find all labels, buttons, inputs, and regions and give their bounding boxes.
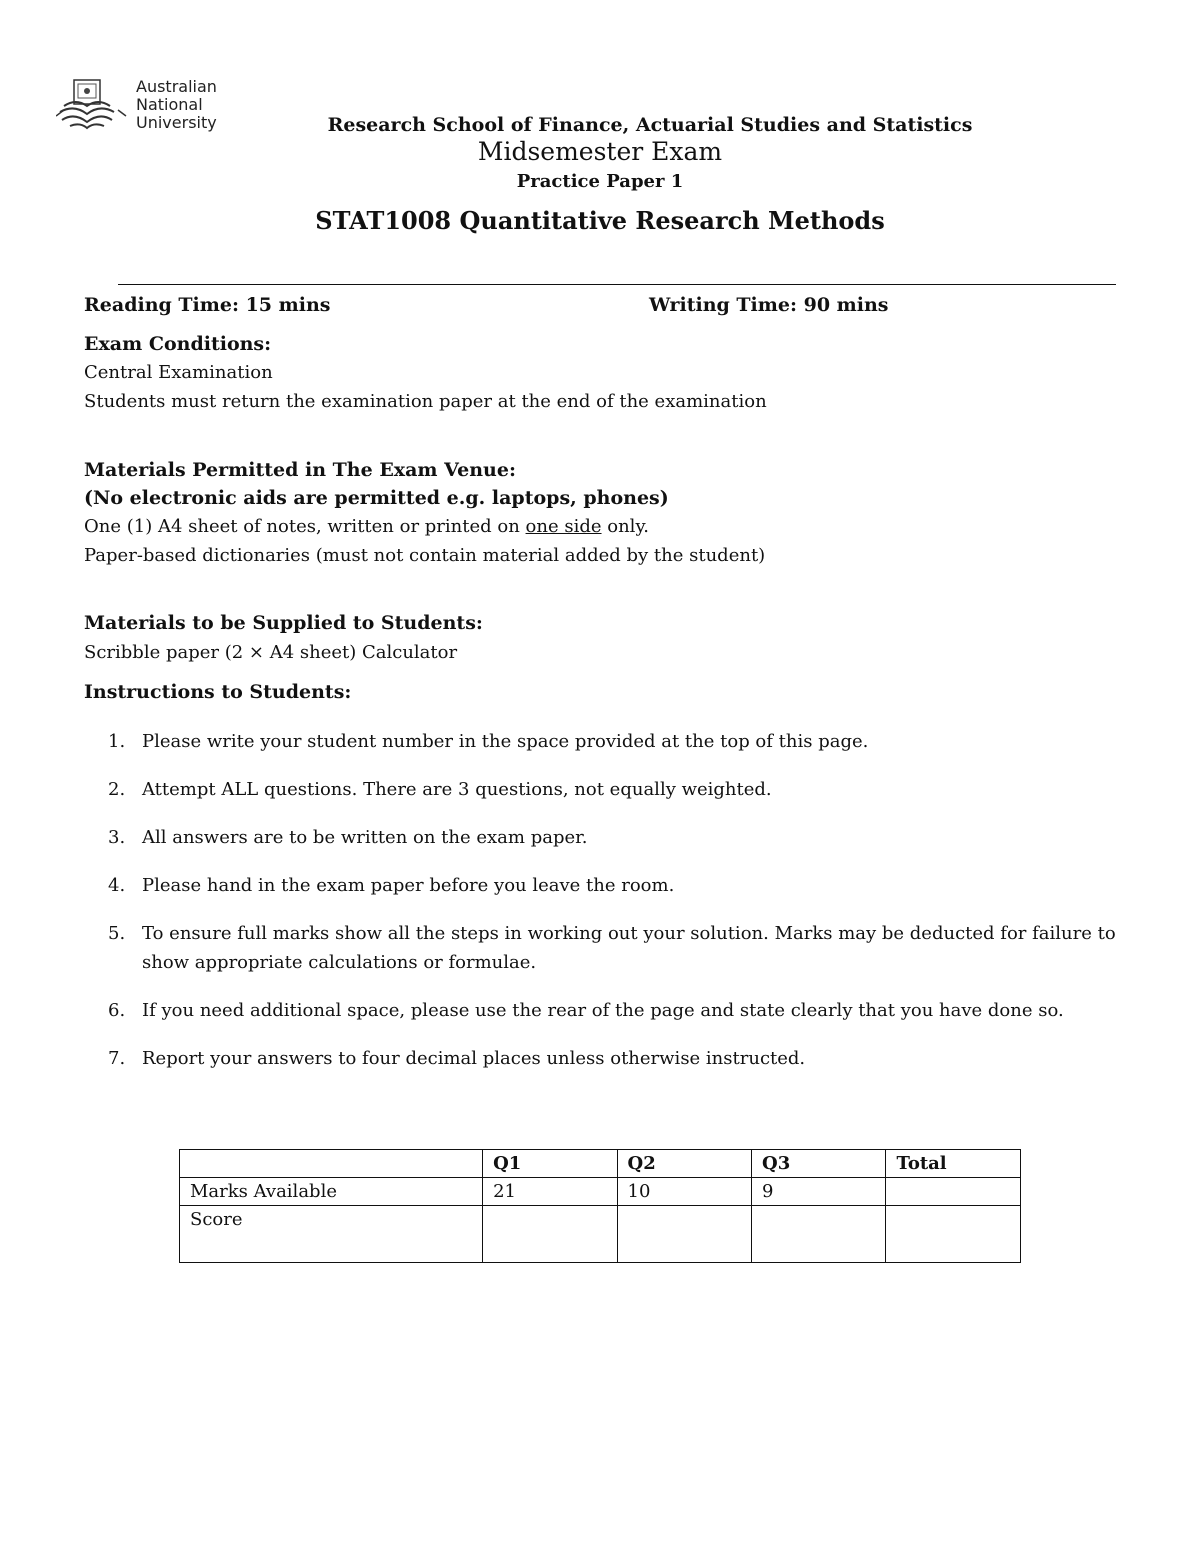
marks-table [179, 1149, 1021, 1263]
exam-conditions-heading: Exam Conditions: [84, 333, 272, 355]
exam-conditions-line: Central Examination [84, 362, 273, 383]
list-item: 4. Please hand in the exam paper before you leave the room. [108, 875, 675, 896]
list-item: 3. All answers are to be written on the exam paper. [108, 827, 588, 848]
materials-supplied-heading: Materials to be Supplied to Students: [84, 612, 483, 634]
materials-permitted-line: One (1) A4 sheet of notes, written or printed on one side only. [84, 516, 649, 537]
list-item: 2. Attempt ALL questions. There are 3 questions, not equally weighted. [108, 779, 772, 800]
course-title: STAT1008 Quantitative Research Methods [315, 206, 885, 235]
header-divider [118, 284, 1116, 285]
list-item: 5. To ensure full marks show all the steps in working out your solution. Marks may be deducted for failure to show appropriate calculations or formulae. [108, 923, 1116, 973]
table-header-cell: Q1 [483, 1150, 617, 1178]
materials-supplied-line: Scribble paper (2 × A4 sheet) Calculator [84, 642, 458, 663]
instructions-heading: Instructions to Students: [84, 681, 352, 703]
table-header-row [180, 1150, 1021, 1178]
paper-label: Practice Paper 1 [516, 171, 684, 192]
table-cell [617, 1206, 751, 1263]
underlined-text: one side [525, 516, 602, 537]
list-item: 6. If you need additional space, please use the rear of the page and state clearly that you have done so. [108, 1000, 1064, 1021]
logo-line: Australian [136, 77, 217, 96]
logo-line: National [136, 95, 203, 114]
table-cell: 21 [483, 1178, 617, 1206]
instructions-list [84, 727, 1124, 1092]
list-item: 7. Report your answers to four decimal places unless otherwise instructed. [108, 1048, 806, 1069]
table-header-cell: Q2 [617, 1150, 751, 1178]
table-cell: Score [180, 1206, 483, 1263]
table-cell [752, 1206, 886, 1263]
materials-permitted-subheading: (No electronic aids are permitted e.g. laptops, phones) [84, 487, 669, 509]
reading-time: Reading Time: 15 mins [84, 294, 331, 316]
table-cell [886, 1178, 1021, 1206]
table-row [180, 1206, 1021, 1263]
logo-line: University [136, 113, 217, 132]
materials-permitted-line: Paper-based dictionaries (must not contain material added by the student) [84, 545, 766, 566]
table-header-cell: Q3 [752, 1150, 886, 1178]
table-header-cell: Total [886, 1150, 1021, 1178]
writing-time: Writing Time: 90 mins [649, 294, 889, 316]
materials-permitted-heading: Materials Permitted in The Exam Venue: [84, 459, 516, 481]
table-row [180, 1178, 1021, 1206]
table-cell [483, 1206, 617, 1263]
table-cell: 10 [617, 1178, 751, 1206]
exam-conditions-line: Students must return the examination paper at the end of the examination [84, 391, 767, 412]
table-cell [886, 1206, 1021, 1263]
exam-title: Midsemester Exam [477, 137, 723, 166]
table-cell: 9 [752, 1178, 886, 1206]
table-cell: Marks Available [180, 1178, 483, 1206]
school-name: Research School of Finance, Actuarial Studies and Statistics [327, 114, 973, 136]
list-item: 1. Please write your student number in the space provided at the top of this page. [108, 731, 869, 752]
table-header-cell [180, 1150, 483, 1178]
